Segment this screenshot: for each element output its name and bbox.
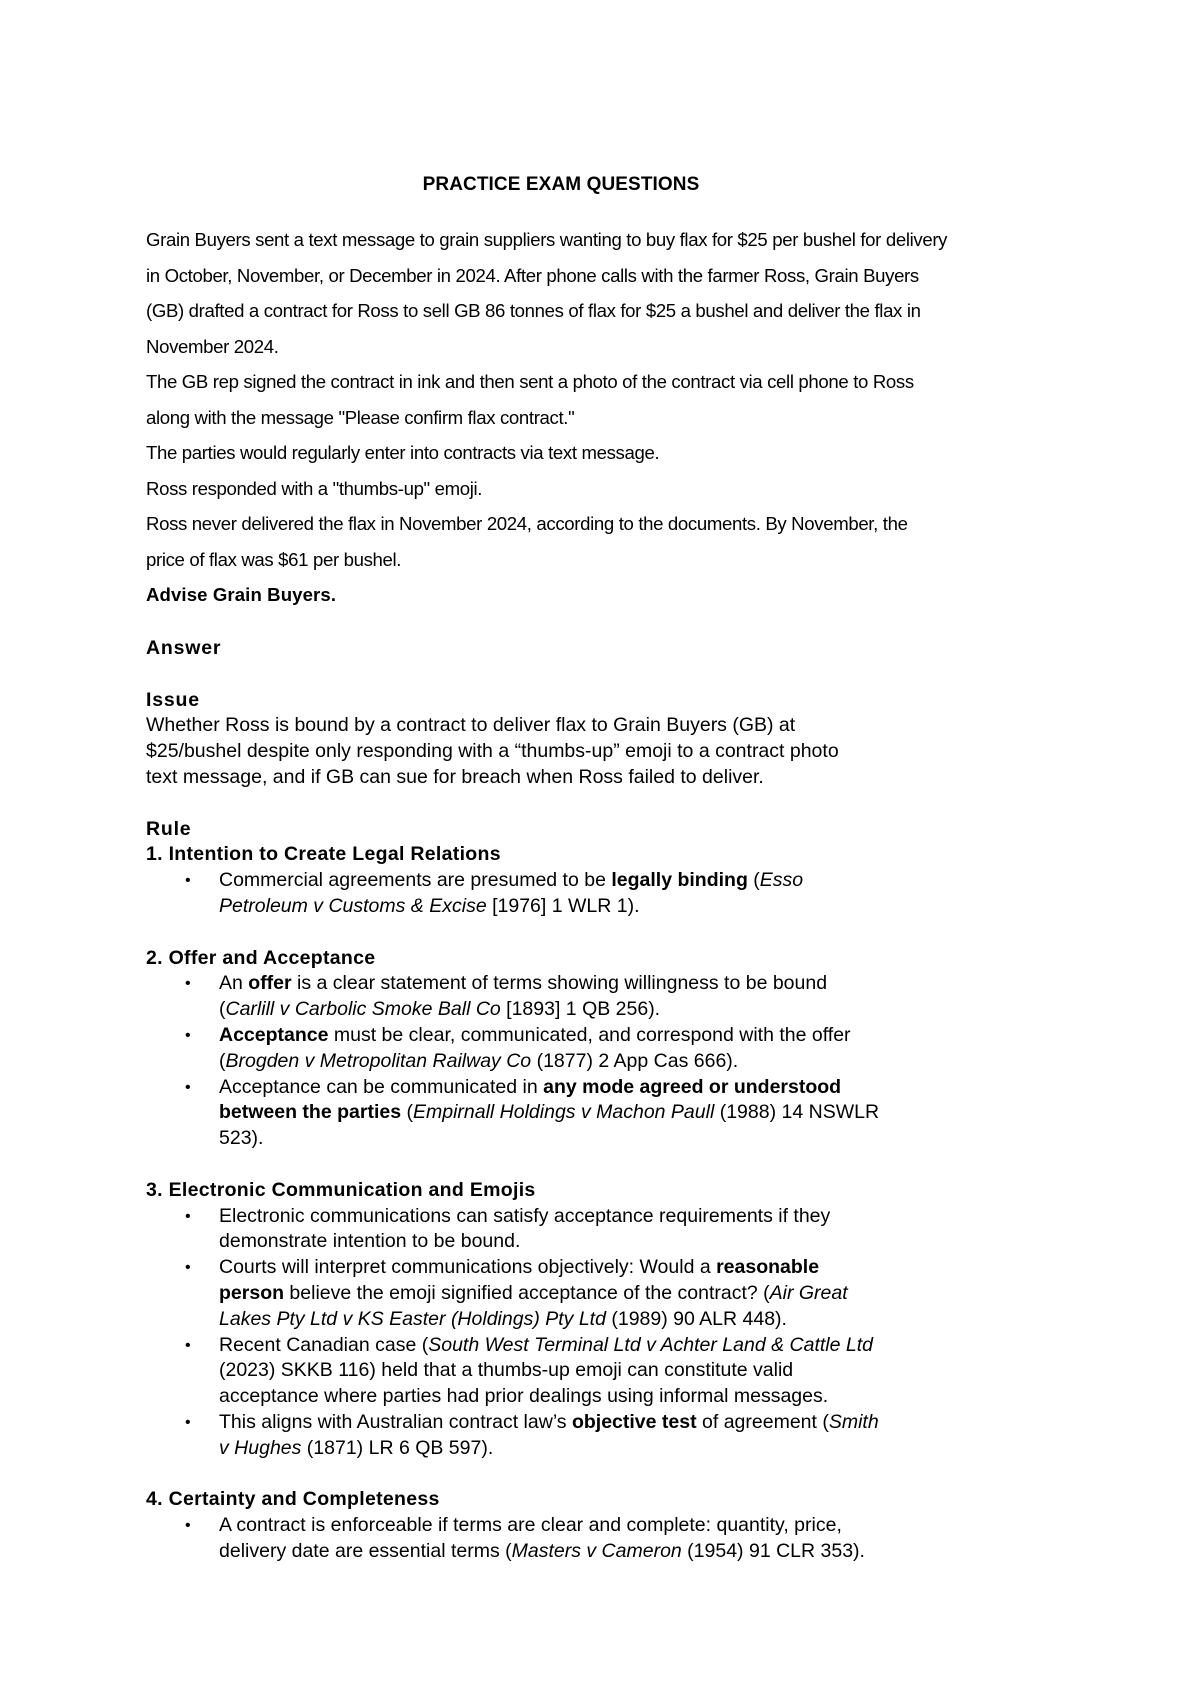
answer-heading: Answer: [146, 637, 222, 659]
rule-section-3-heading: 3. Electronic Communication and Emojis: [146, 1178, 536, 1201]
bullet-icon: •: [185, 1336, 191, 1354]
bullet-icon: •: [185, 1413, 191, 1431]
question-line: The parties would regularly enter into contracts via text message.: [146, 442, 660, 463]
list-item: • An offer is a clear statement of terms showing willingness to be bound (Carlill v Carbolic Smoke Ball Co [1893] 1 QB 256).: [185, 972, 828, 1021]
list-item: • Electronic communications can satisfy acceptance requirements if they demonstrate intention to be bound.: [185, 1204, 831, 1253]
bullet-icon: •: [185, 1517, 191, 1535]
bullet-icon: •: [185, 872, 191, 890]
question-line: price of flax was $61 per bushel.: [146, 548, 402, 570]
issue-line: $25/bushel despite only responding with a “thumbs-up” emoji to a contract photo: [146, 740, 839, 763]
answer-section: [146, 636, 1046, 1565]
list-item: • Acceptance must be clear, communicated, and correspond with the offer (Brogden v Metropolitan Railway Co (1877) 2 App Cas 666).: [185, 1023, 851, 1072]
advise-instruction: Advise Grain Buyers.: [146, 584, 337, 605]
rule-section-3-list: [146, 1204, 1046, 1462]
list-item: • Acceptance can be communicated in any mode agreed or understood between the parties (Empirnall Holdings v Machon Paull (1988) 14 NSWLR 523).: [185, 1075, 880, 1150]
rule-section-1-list: [146, 868, 1046, 920]
question-line: Ross never delivered the flax in November 2024, according to the documents. By November, the: [146, 513, 908, 534]
bullet-icon: •: [185, 1207, 191, 1225]
issue-line: Whether Ross is bound by a contract to deliver flax to Grain Buyers (GB) at: [146, 714, 796, 737]
rule-section-2-heading: 2. Offer and Acceptance: [146, 946, 376, 969]
bullet-icon: •: [185, 1026, 191, 1044]
list-item: • Courts will interpret communications objectively: Would a reasonable person believe the emoji signified acceptance of the contract? (Air Great Lakes Pty Ltd v KS Easter (Holdings) Pty Ltd (1989) 90 ALR 448).: [185, 1256, 848, 1330]
list-item: • Recent Canadian case (South West Terminal Ltd v Achter Land & Cattle Ltd (2023) SKKB 116) held that a thumbs-up emoji can constitute valid acceptance where parties had prior dealings using informal messages.: [185, 1333, 873, 1408]
rule-section-2-list: [146, 971, 1046, 1152]
document-title: PRACTICE EXAM QUESTIONS: [422, 174, 700, 195]
question-line: along with the message "Please confirm flax contract.": [146, 406, 575, 428]
bullet-icon: •: [185, 1259, 191, 1277]
rule-heading: Rule: [146, 817, 192, 840]
rule-section-1-heading: 1. Intention to Create Legal Relations: [146, 843, 501, 866]
rule-section-4-list: [146, 1513, 1046, 1565]
question-line: Grain Buyers sent a text message to grain suppliers wanting to buy flax for $25 per bushel for delivery: [146, 229, 948, 250]
issue-line: text message, and if GB can sue for breach when Ross failed to deliver.: [146, 765, 764, 788]
question-line: (GB) drafted a contract for Ross to sell GB 86 tonnes of flax for $25 a bushel and deliver the flax in: [146, 300, 921, 321]
list-item: • Commercial agreements are presumed to be legally binding (Esso Petroleum v Customs & Excise [1976] 1 WLR 1).: [185, 869, 804, 917]
list-item: • This aligns with Australian contract law’s objective test of agreement (Smith v Hughes (1871) LR 6 QB 597).: [185, 1410, 879, 1459]
question-line: in October, November, or December in 2024. After phone calls with the farmer Ross, Grain Buyers: [146, 264, 919, 286]
question-text: [146, 222, 1076, 613]
rule-section-4-heading: 4. Certainty and Completeness: [146, 1488, 440, 1511]
issue-heading: Issue: [146, 688, 200, 711]
list-item: • A contract is enforceable if terms are clear and complete: quantity, price, delivery date are essential terms (Masters v Cameron (1954) 91 CLR 353).: [185, 1514, 865, 1562]
bullet-icon: •: [185, 975, 191, 993]
question-line: The GB rep signed the contract in ink and then sent a photo of the contract via cell phone to Ross: [146, 371, 914, 392]
question-line: November 2024.: [146, 335, 279, 357]
question-line: Ross responded with a "thumbs-up" emoji.: [146, 477, 483, 499]
bullet-icon: •: [185, 1078, 191, 1096]
